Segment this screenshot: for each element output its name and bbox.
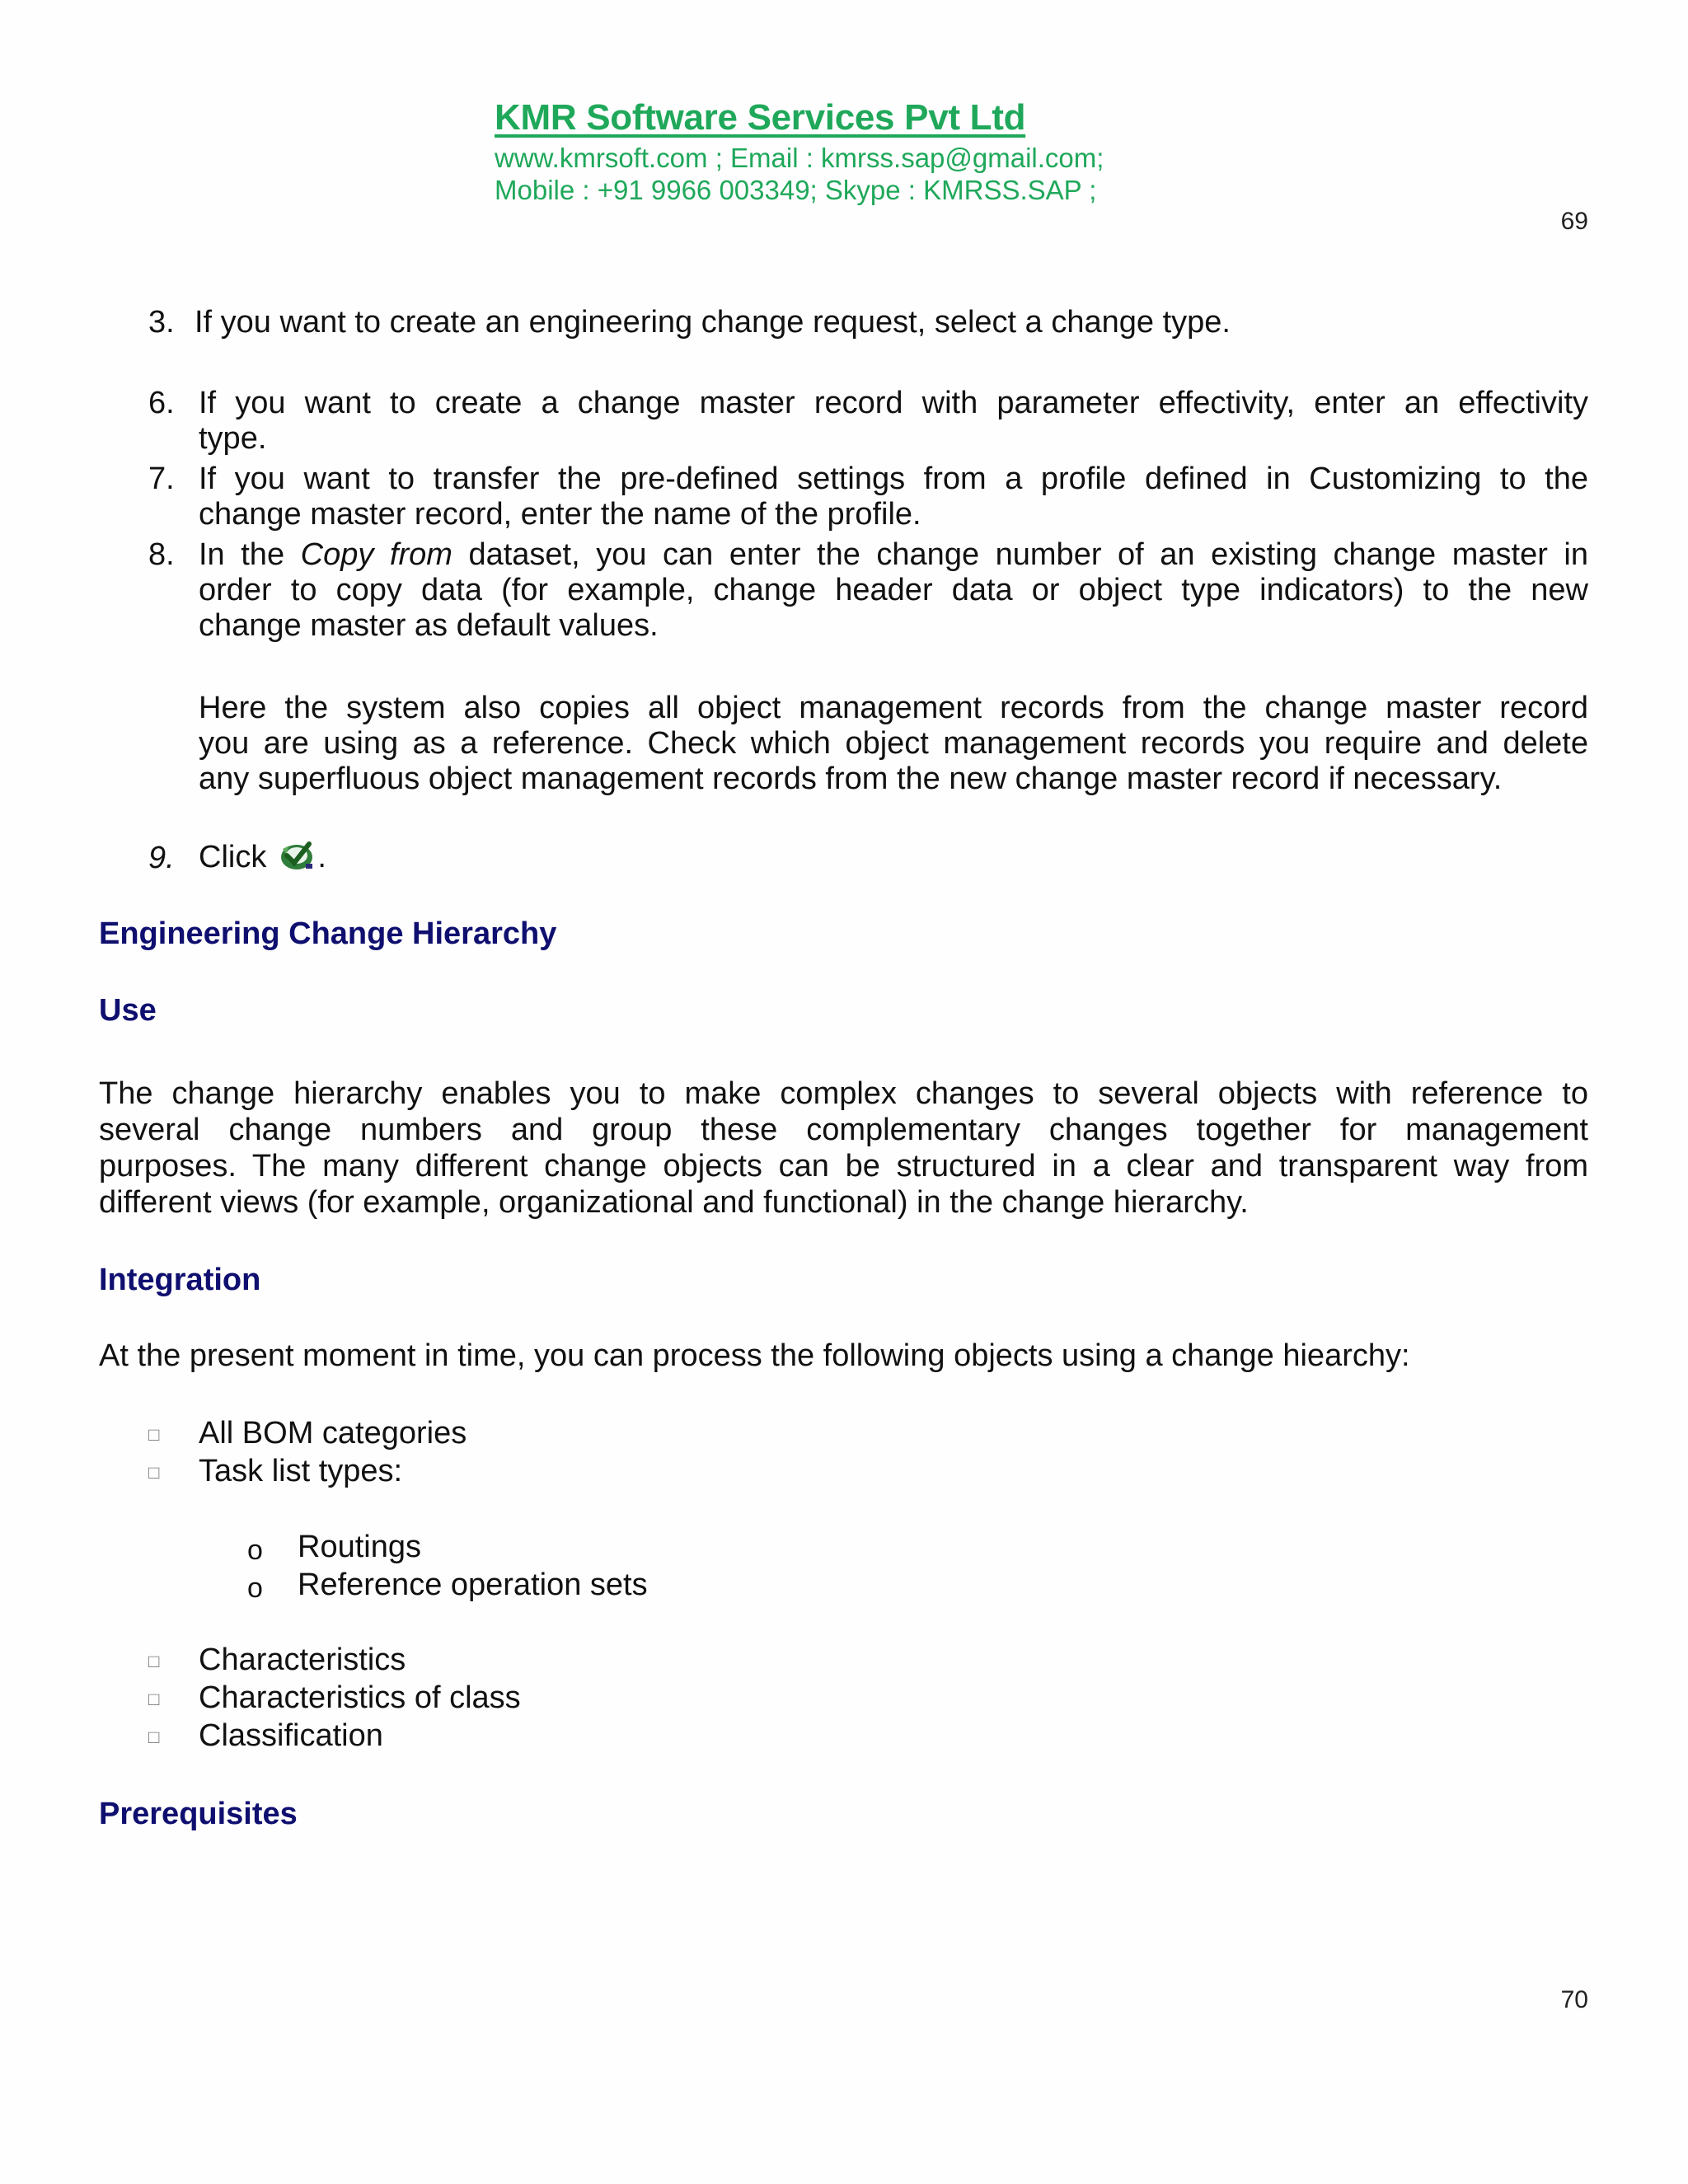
step-9-line <box>199 837 326 880</box>
note-line-2: you are using as a reference. Check which object management records you require and delete <box>199 726 1588 761</box>
step-6-line-1: If you want to create a change master record with parameter effectivity, enter an effectivity <box>199 386 1588 420</box>
use-line-4: different views (for example, organizational and functional) in the change hierarchy. <box>99 1185 1249 1220</box>
sublist-bullet-icon: o <box>247 1535 263 1566</box>
list-bullet-icon: □ <box>148 1424 160 1445</box>
step-6-line-2: type. <box>199 421 267 456</box>
sublist-item: Routings <box>298 1530 421 1564</box>
step-3-text: If you want to create an engineering change request, select a change type. <box>195 305 1231 340</box>
step-9-text: Click <box>199 840 267 874</box>
list-item: Classification <box>199 1718 383 1753</box>
step-8-text-b: dataset, you can enter the change number of an existing change master in <box>452 537 1588 572</box>
list-item: Task list types: <box>199 1454 403 1488</box>
step-8-text-a: In the <box>199 537 301 572</box>
section-title: Engineering Change Hierarchy <box>99 916 557 951</box>
step-9-number: 9. <box>148 841 175 875</box>
integration-text: At the present moment in time, you can process the following objects using a change hiearchy: <box>99 1338 1410 1373</box>
use-line-1: The change hierarchy enables you to make complex changes to several objects with reference to <box>99 1076 1588 1111</box>
step-8-number: 8. <box>148 537 175 572</box>
list-bullet-icon: □ <box>148 1727 160 1747</box>
prerequisites-heading: Prerequisites <box>99 1797 298 1831</box>
use-line-2: several change numbers and group these complementary changes together for management <box>99 1113 1588 1147</box>
note-line-1: Here the system also copies all object management records from the change master record <box>199 691 1588 725</box>
sublist-bullet-icon: o <box>247 1572 263 1604</box>
note-line-3: any superfluous object management records from the new change master record if necessary. <box>199 762 1503 796</box>
step-8-line-3: change master as default values. <box>199 608 659 643</box>
list-bullet-icon: □ <box>148 1651 160 1671</box>
list-bullet-icon: □ <box>148 1689 160 1709</box>
use-line-3: purposes. The many different change objects can be structured in a clear and transparent way from <box>99 1149 1588 1183</box>
integration-heading: Integration <box>99 1263 261 1297</box>
use-heading: Use <box>99 993 157 1028</box>
step-8-line-2: order to copy data (for example, change header data or object type indicators) to the new <box>199 573 1588 607</box>
list-item: Characteristics of class <box>199 1680 521 1715</box>
sublist-item: Reference operation sets <box>298 1568 648 1602</box>
contact-line-web-email: www.kmrsoft.com ; Email : kmrss.sap@gmail.com; <box>495 143 1104 173</box>
list-item: All BOM categories <box>199 1416 467 1451</box>
step-7-number: 7. <box>148 462 175 496</box>
list-bullet-icon: □ <box>148 1462 160 1483</box>
step-3-number: 3. <box>148 305 175 340</box>
step-6-number: 6. <box>148 386 175 420</box>
contact-line-mobile-skype: Mobile : +91 9966 003349; Skype : KMRSS.SAP ; <box>495 175 1097 205</box>
company-name: KMR Software Services Pvt Ltd <box>495 97 1026 138</box>
continue-check-icon[interactable] <box>276 837 317 880</box>
step-7-line-1: If you want to transfer the pre-defined settings from a profile defined in Customizing to the <box>199 462 1588 496</box>
page-number-top: 69 <box>1560 208 1588 235</box>
list-item: Characteristics <box>199 1643 406 1677</box>
step-8-line-1 <box>199 537 1588 573</box>
step-7-line-2: change master record, enter the name of the profile. <box>199 497 921 532</box>
page-number-bottom: 70 <box>1560 1986 1588 2013</box>
copy-from-term: Copy from <box>300 537 452 572</box>
step-9-period: . <box>317 840 326 874</box>
